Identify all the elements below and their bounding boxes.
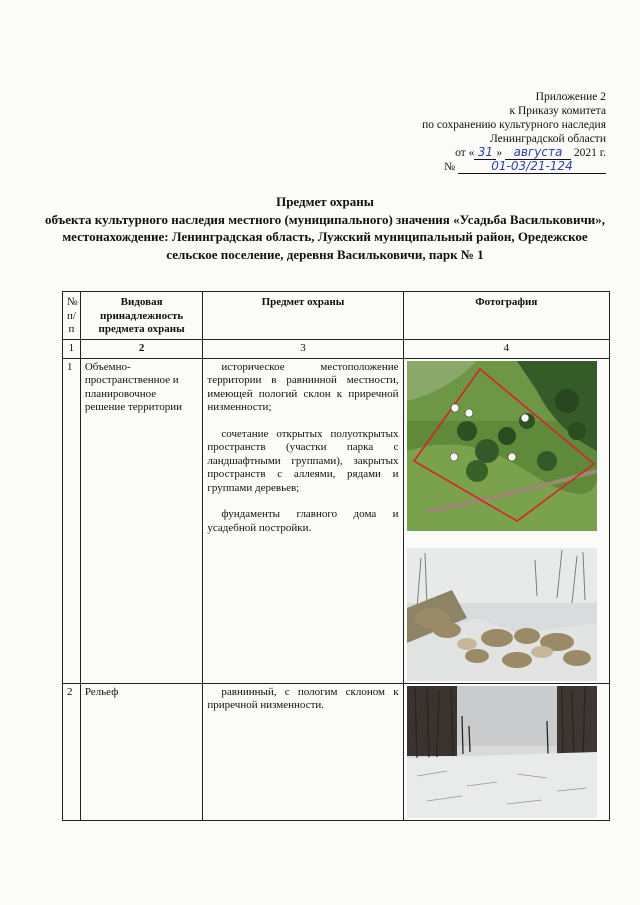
appendix-line: Приложение 2 xyxy=(535,91,606,103)
row-subject xyxy=(203,358,403,683)
date-year: 2021 г. xyxy=(573,147,606,159)
row-photos xyxy=(403,358,609,683)
order-date: от « 31 » августа 2021 г. xyxy=(455,145,606,159)
header-subject: Предмет охраны xyxy=(203,292,403,340)
table-header-row xyxy=(63,292,610,340)
date-day: 31 xyxy=(474,146,496,160)
row-number: 1 xyxy=(63,358,81,683)
protection-subject-table xyxy=(62,291,610,821)
appendix-line: к Приказу комитета xyxy=(509,105,606,117)
table-row xyxy=(63,358,610,683)
row-subject xyxy=(203,683,403,820)
table-row xyxy=(63,683,610,820)
header-photo: Фотография xyxy=(403,292,609,340)
row-number: 2 xyxy=(63,683,81,820)
col-number: 2 xyxy=(80,340,203,359)
order-number: № 01-03/21-124 xyxy=(422,160,606,174)
appendix-line: Ленинградской области xyxy=(489,133,606,145)
row-type: Объемно-пространственное и планировочное решение территории xyxy=(80,358,203,683)
title-heading: Предмет охраны xyxy=(276,194,374,209)
subject-paragraph: историческое местоположение территории в равнинной местности, имеющей пологий склон к приречной низменности; xyxy=(207,360,399,413)
document-title xyxy=(40,193,610,263)
aerial-photo xyxy=(407,361,597,531)
appendix-header xyxy=(422,90,606,174)
col-number: 1 xyxy=(63,340,81,359)
row-photos xyxy=(403,683,609,820)
subject-paragraph: фундаменты главного дома и усадебной постройки. xyxy=(207,508,399,534)
col-number: 3 xyxy=(203,340,403,359)
header-number: № п/п xyxy=(63,292,81,340)
subject-paragraph: равнинный, с пологим склоном к приречной низменности. xyxy=(207,685,399,711)
foundation-ruins-photo xyxy=(407,548,597,681)
subject-paragraph: сочетание открытых полуоткрытых пространств (участки парка с ландшафтными группами), закрытых пространств с аллеями, рядами и группами деревьев; xyxy=(207,427,399,494)
row-type: Рельеф xyxy=(80,683,203,820)
title-object: объекта культурного наследия местного (муниципального) значения «Усадьба Васильковичи», местонахождение: Ленинградская область, Лужский муниципальный район, Оредежское сельское поселение, деревня Васильковичи, парк № 1 xyxy=(44,211,606,262)
appendix-line: по сохранению культурного наследия xyxy=(422,119,606,131)
order-number-value: 01-03/21-124 xyxy=(458,160,606,174)
column-number-row xyxy=(63,340,610,359)
col-number: 4 xyxy=(403,340,609,359)
header-type: Видовая принадлежность предмета охраны xyxy=(80,292,203,340)
winter-meadow-photo xyxy=(407,686,597,818)
date-month: августа xyxy=(505,146,571,160)
